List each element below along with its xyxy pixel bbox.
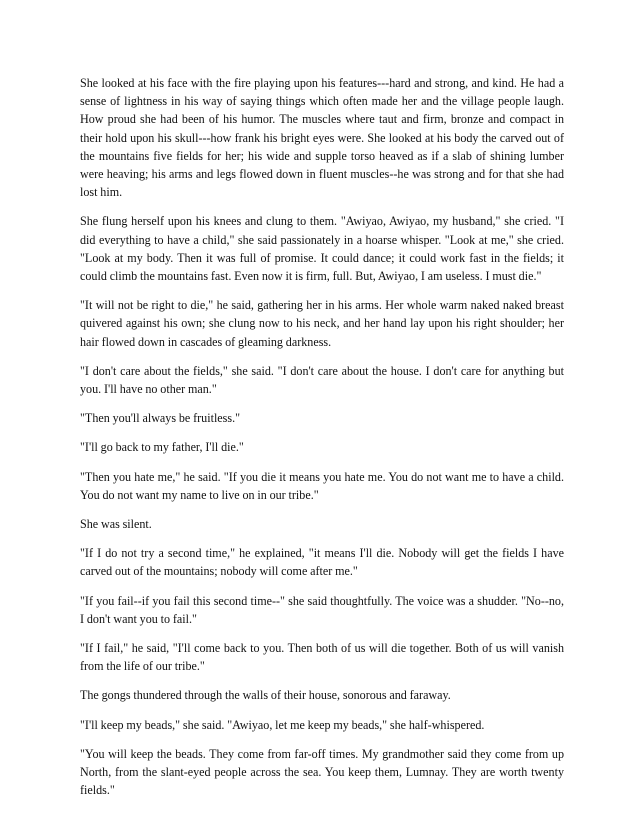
document-page: [80, 74, 564, 811]
paragraph-12: The gongs thundered through the walls of their house, sonorous and faraway.: [80, 688, 451, 703]
paragraph-10: "If you fail--if you fail this second time--" she said thoughtfully. The voice was a shudder. "No--no, I don't want you to fail.": [80, 593, 564, 626]
paragraph-14: "You will keep the beads. They come from far-off times. My grandmother said they come from up North, from the slant-eyed people across the sea. You keep them, Lumnay. They are worth twenty fields.": [80, 746, 564, 798]
paragraph-4: "I don't care about the fields," she said. "I don't care about the house. I don't care for anything but you. I'll have no other man.": [80, 363, 564, 397]
paragraph-8: She was silent.: [80, 517, 152, 532]
paragraph-9: "If I do not try a second time," he explained, "it means I'll die. Nobody will get the fields I have carved out of the mountains; nobody will come after me.": [80, 546, 564, 579]
paragraph-1: She looked at his face with the fire playing upon his features---hard and strong, and kind. He had a sense of lightness in his way of saying things which often made her and the village people laugh. How proud she had been of his humor. The muscles where taut and firm, bronze and compact in their hold upon his skull---how frank his bright eyes were. She looked at his body the carved out of the mountains five fields for her; his wide and supple torso heaved as if a slab of shining lumber were heaving; his arms and legs flowed down in fluent muscles--he was strong and for that she had lost him.: [80, 76, 564, 200]
paragraph-6: "I'll go back to my father, I'll die.": [80, 440, 244, 455]
paragraph-11: "If I fail," he said, "I'll come back to you. Then both of us will die together. Both of us will vanish from the life of our tribe.": [80, 641, 564, 674]
paragraph-5: "Then you'll always be fruitless.": [80, 411, 241, 426]
paragraph-3: "It will not be right to die," he said, gathering her in his arms. Her whole warm naked naked breast quivered against his own; she clung now to his neck, and her hand lay upon his right shoulder; her hair flowed down in cascades of gleaming darkness.: [80, 298, 564, 349]
paragraph-13: "I'll keep my beads," she said. "Awiyao, let me keep my beads," she half-whispered.: [80, 717, 485, 732]
paragraph-2: She flung herself upon his knees and clung to them. "Awiyao, Awiyao, my husband," she cried. "I did everything to have a child," she said passionately in a hoarse whisper. "Look at me," she cried. "Look at my body. Then it was full of promise. It could dance; it could work fast in the fields; it could climb the mountains fast. Even now it is firm, full. But, Awiyao, I am useless. I must die.": [80, 214, 564, 284]
paragraph-7: "Then you hate me," he said. "If you die it means you hate me. You do not want me to have a child. You do not want my name to live on in our tribe.": [80, 469, 564, 502]
